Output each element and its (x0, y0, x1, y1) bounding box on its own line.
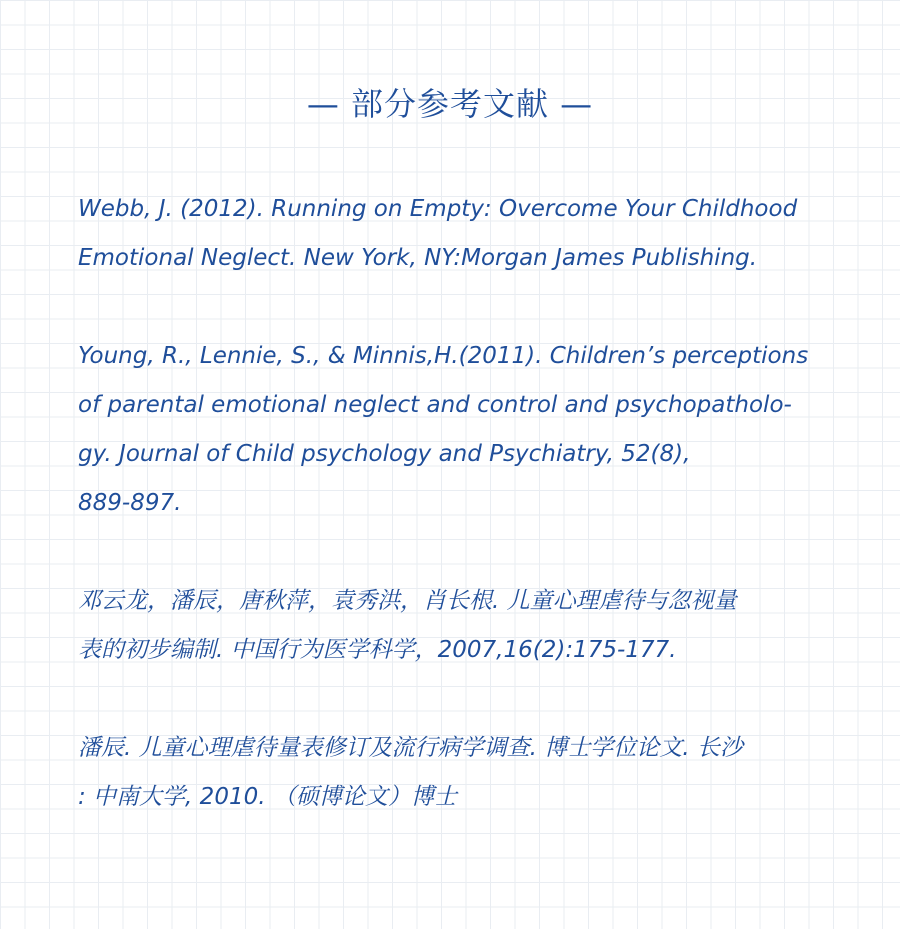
reference-line: 表的初步编制. 中国行为医学科学，2007,16(2):175-177. (78, 637, 677, 663)
reference-item (78, 577, 830, 675)
reference-item (78, 724, 830, 822)
page-title: — 部分参考文献 — (306, 85, 594, 123)
reference-item (78, 332, 830, 528)
reference-line: Webb, J. (2012). Running on Empty: Overcome Your Childhood (78, 196, 798, 222)
reference-line: 邓云龙，潘辰，唐秋萍，袁秀洪，肖长根. 儿童心理虐待与忽视量 (78, 588, 737, 614)
reference-line: 889-897. (78, 490, 182, 516)
reference-line: of parental emotional neglect and control and psychopatholo- (78, 392, 792, 418)
reference-line: gy. Journal of Child psychology and Psychiatry, 52(8), (78, 441, 691, 467)
reference-item (78, 185, 830, 283)
reference-line: : 中南大学, 2010. （硕博论文）博士 (78, 784, 457, 810)
reference-line: Young, R., Lennie, S., & Minnis,H.(2011). Children’s perceptions (78, 343, 809, 369)
reference-line: Emotional Neglect. New York, NY:Morgan James Publishing. (78, 245, 758, 271)
reference-line: 潘辰. 儿童心理虐待量表修订及流行病学调查. 博士学位论文. 长沙 (78, 735, 743, 761)
reference-list (78, 185, 830, 871)
